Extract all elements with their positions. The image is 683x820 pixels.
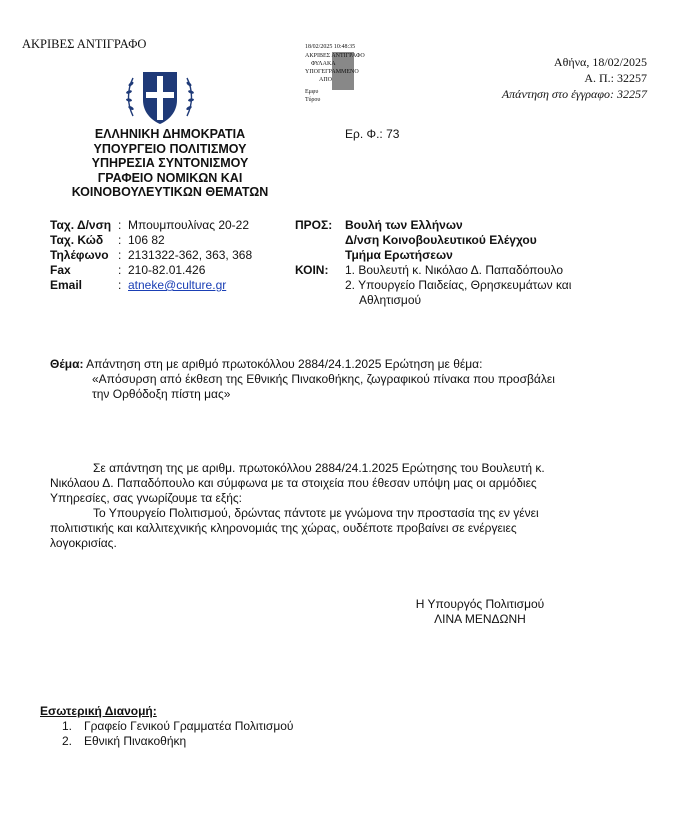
- date-line: Αθήνα, 18/02/2025: [553, 55, 647, 69]
- greek-coat-of-arms-icon: [125, 66, 195, 128]
- body-line: Υπηρεσίες, σας γνωρίζουμε τα εξής:: [50, 491, 243, 505]
- sender-line: ΓΡΑΦΕΙΟ ΝΟΜΙΚΩΝ ΚΑΙ: [97, 170, 243, 185]
- recipients-block: [295, 218, 571, 308]
- protocol-number: Α. Π.: 32257: [584, 71, 647, 85]
- document-meta: [502, 54, 647, 102]
- contact-email: Email : atneke@culture.gr: [50, 278, 227, 292]
- to-line: Τμήμα Ερωτήσεων: [345, 248, 453, 262]
- distribution-item: 1. Γραφείο Γενικού Γραμματέα Πολιτισμού: [62, 719, 294, 733]
- sender-line: ΥΠΟΥΡΓΕΙΟ ΠΟΛΙΤΙΣΜΟΥ: [93, 141, 247, 156]
- contact-fax: Fax : 210-82.01.426: [50, 263, 206, 277]
- subject-line: την Ορθόδοξη πίστη μας»: [92, 387, 231, 401]
- body-line: Νικόλαου Δ. Παπαδόπουλο και σύμφωνα με τα στοιχεία που έθεσαν υπόψη μας οι αρμόδιες: [50, 476, 537, 490]
- contact-postcode: Ταχ. Κώδ : 106 82: [50, 233, 165, 247]
- certified-copy-mark: ΑΚΡΙΒΕΣ ΑΝΤΙΓΡΑΦΟ: [22, 37, 147, 51]
- to-line: Δ/νση Κοινοβουλευτικού Ελέγχου: [345, 233, 537, 247]
- body-line: πολιτιστικής και καλλιτεχνικής κληρονομιάς της χώρας, ουδέποτε προβαίνει σε ενέργειες: [50, 521, 517, 535]
- question-number: Ερ. Φ.: 73: [345, 127, 400, 141]
- body-line: Το Υπουργείο Πολιτισμού, δρώντας πάντοτε με γνώμονα την προστασία της εν γένει: [93, 506, 539, 520]
- contact-phone: Τηλέφωνο : 2131322-362, 363, 368: [50, 248, 253, 262]
- stamp-text: ΑΚΡΙΒΕΣ ΑΝΤΙΓΡΑΦΟ ΦΥΛΑΚΑ ΥΠΟΓΕΓΡΑΜΜΕΝΟ ΑΠΟ Εμφυ Τύρου: [305, 53, 365, 103]
- sender-line: ΚΟΙΝΟΒΟΥΛΕΥΤΙΚΩΝ ΘΕΜΑΤΩΝ: [71, 185, 269, 199]
- cc-item: 2. Υπουργείο Παιδείας, Θρησκευμάτων και: [345, 278, 572, 292]
- distribution-item: 2. Εθνική Πινακοθήκη: [62, 734, 187, 748]
- cc-item: 1. Βουλευτή κ. Νικόλαο Δ. Παπαδόπουλο: [345, 263, 563, 277]
- cc-label: ΚΟΙΝ:: [295, 263, 329, 277]
- subject-block: [50, 357, 555, 402]
- sender-block: [65, 127, 275, 200]
- distribution-block: [40, 704, 293, 749]
- reply-reference: Απάντηση στο έγγραφο: 32257: [501, 87, 647, 101]
- signature-title: Η Υπουργός Πολιτισμού: [415, 597, 545, 611]
- body-line: λογοκρισίας.: [50, 536, 117, 550]
- cc-item: Αθλητισμού: [359, 293, 422, 307]
- to-label: ΠΡΟΣ:: [295, 218, 333, 232]
- distribution-title: Εσωτερική Διανομή:: [40, 704, 157, 718]
- subject-line: Απάντηση στη με αριθμό πρωτοκόλλου 2884/24.1.2025 Ερώτηση με θέμα:: [86, 357, 483, 371]
- sender-line: ΕΛΛΗΝΙΚΗ ΔΗΜΟΚΡΑΤΙΑ: [94, 127, 246, 141]
- subject-line: «Απόσυρση από έκθεση της Εθνικής Πινακοθήκης, ζωγραφικού πίνακα που προσβάλει: [92, 372, 555, 386]
- body-text: [50, 461, 605, 551]
- subject-label: Θέμα:: [50, 357, 84, 371]
- email-link[interactable]: atneke@culture.gr: [128, 278, 227, 292]
- signature-block: [395, 597, 565, 627]
- sender-line: ΥΠΗΡΕΣΙΑ ΣΥΝΤΟΝΙΣΜΟΥ: [91, 156, 249, 170]
- contact-block: [50, 218, 252, 293]
- to-line: Βουλή των Ελλήνων: [345, 218, 463, 232]
- digital-signature-stamp: [305, 44, 375, 114]
- body-line: Σε απάντηση της με αριθμ. πρωτοκόλλου 2884/24.1.2025 Ερώτησης του Βουλευτή κ.: [93, 461, 545, 475]
- stamp-datetime: 18/02/2025 10:48:35: [305, 44, 356, 50]
- contact-address: Ταχ. Δ/νση : Μπουμπουλίνας 20-22: [50, 218, 250, 232]
- signature-name: ΛΙΝΑ ΜΕΝΔΩΝΗ: [434, 612, 526, 626]
